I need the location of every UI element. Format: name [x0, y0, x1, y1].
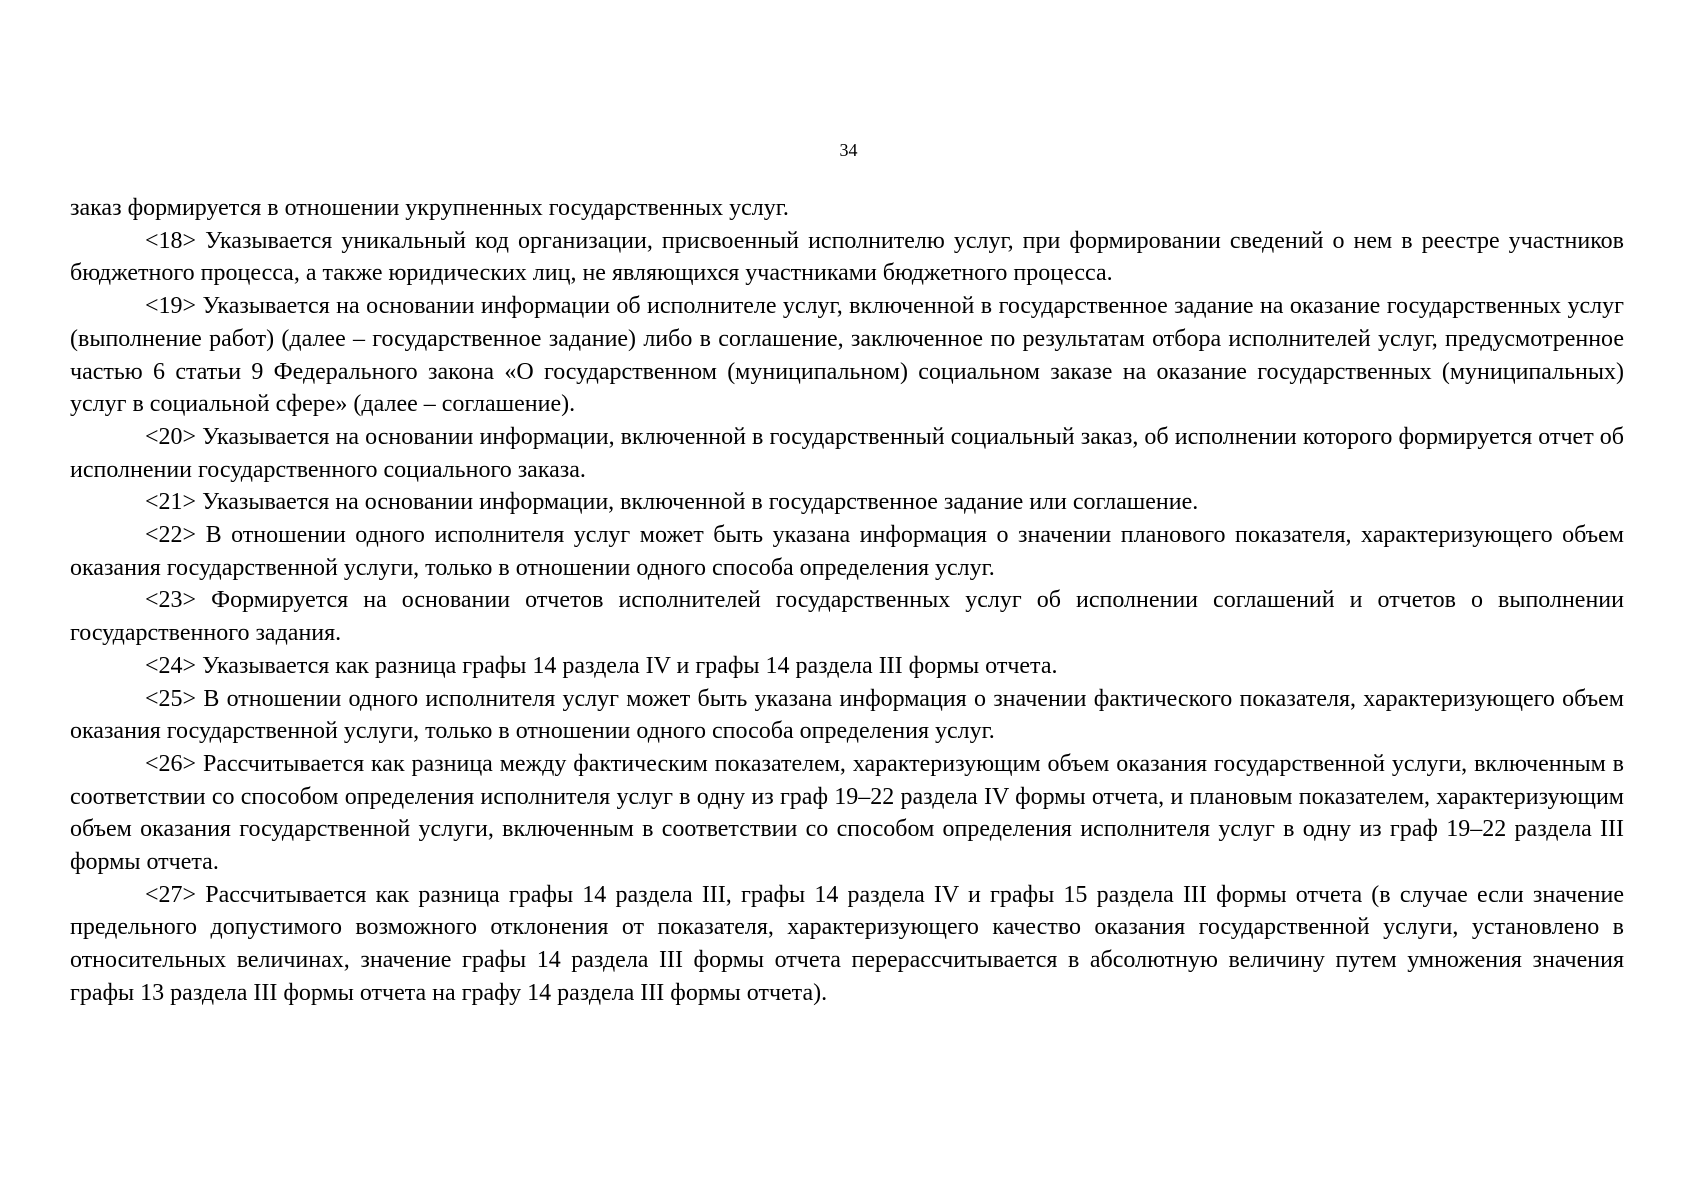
- footnote-22: <22> В отношении одного исполнителя услуг может быть указана информация о значении планового показателя, характеризующего объем оказания государственной услуги, только в отношении одного способа определения услуг.: [70, 522, 1624, 581]
- footnote-25: <25> В отношении одного исполнителя услуг может быть указана информация о значении фактического показателя, характеризующего объем оказания государственной услуги, только в отношении одного способа определения услуг.: [70, 685, 1624, 745]
- footnote-23: <23> Формируется на основании отчетов исполнителей государственных услуг об исполнении соглашений и отчетов о выполнении государственного задания.: [70, 587, 1624, 647]
- footnote-24: <24> Указывается как разница графы 14 раздела IV и графы 14 раздела III формы отчета.: [145, 652, 1058, 679]
- footnote-21: <21> Указывается на основании информации, включенной в государственное задание или соглашение.: [145, 489, 1199, 516]
- paragraph-continuation: заказ формируется в отношении укрупненных государственных услуг.: [70, 195, 789, 221]
- footnote-27: <27> Рассчитывается как разница графы 14 раздела III, графы 14 раздела IV и графы 15 раздела III формы отчета (в случае если значение предельного допустимого возможного отклонения от показателя, характеризующего качество оказания государственной услуги, установлено в относительных величинах, значение графы 14 раздела III формы отчета перерассчитывается в абсолютную величину путем умножения значения графы 13 раздела III формы отчета на графу 14 раздела III формы отчета).: [70, 881, 1624, 1006]
- footnote-26: <26> Рассчитывается как разница между фактическим показателем, характеризующим объем оказания государственной услуги, включенным в соответствии со способом определения исполнителя услуг в одну из граф 19–22 раздела IV формы отчета, и плановым показателем, характеризующим объем оказания государственной услуги, включенным в соответствии со способом определения исполнителя услуг в одну из граф 19–22 раздела III формы отчета.: [70, 750, 1624, 876]
- footnote-19: <19> Указывается на основании информации об исполнителе услуг, включенной в государственное задание на оказание государственных услуг (выполнение работ) (далее – государственное задание) либо в соглашение, заключенное по результатам отбора исполнителей услуг, предусмотренное частью 6 статьи 9 Федерального закона «О государственном (муниципальном) социальном заказе на оказание государственных (муниципальных) услуг в социальной сфере» (далее – соглашение).: [70, 293, 1624, 418]
- footnote-18: <18> Указывается уникальный код организации, присвоенный исполнителю услуг, при формировании сведений о нем в реестре участников бюджетного процесса, а также юридических лиц, не являющихся участниками бюджетного процесса.: [70, 227, 1624, 287]
- page-number: 34: [839, 140, 858, 160]
- footnotes-text: [70, 192, 1624, 1010]
- footnote-20: <20> Указывается на основании информации, включенной в государственный социальный заказ, об исполнении которого формируется отчет об исполнении государственного социального заказа.: [70, 423, 1624, 483]
